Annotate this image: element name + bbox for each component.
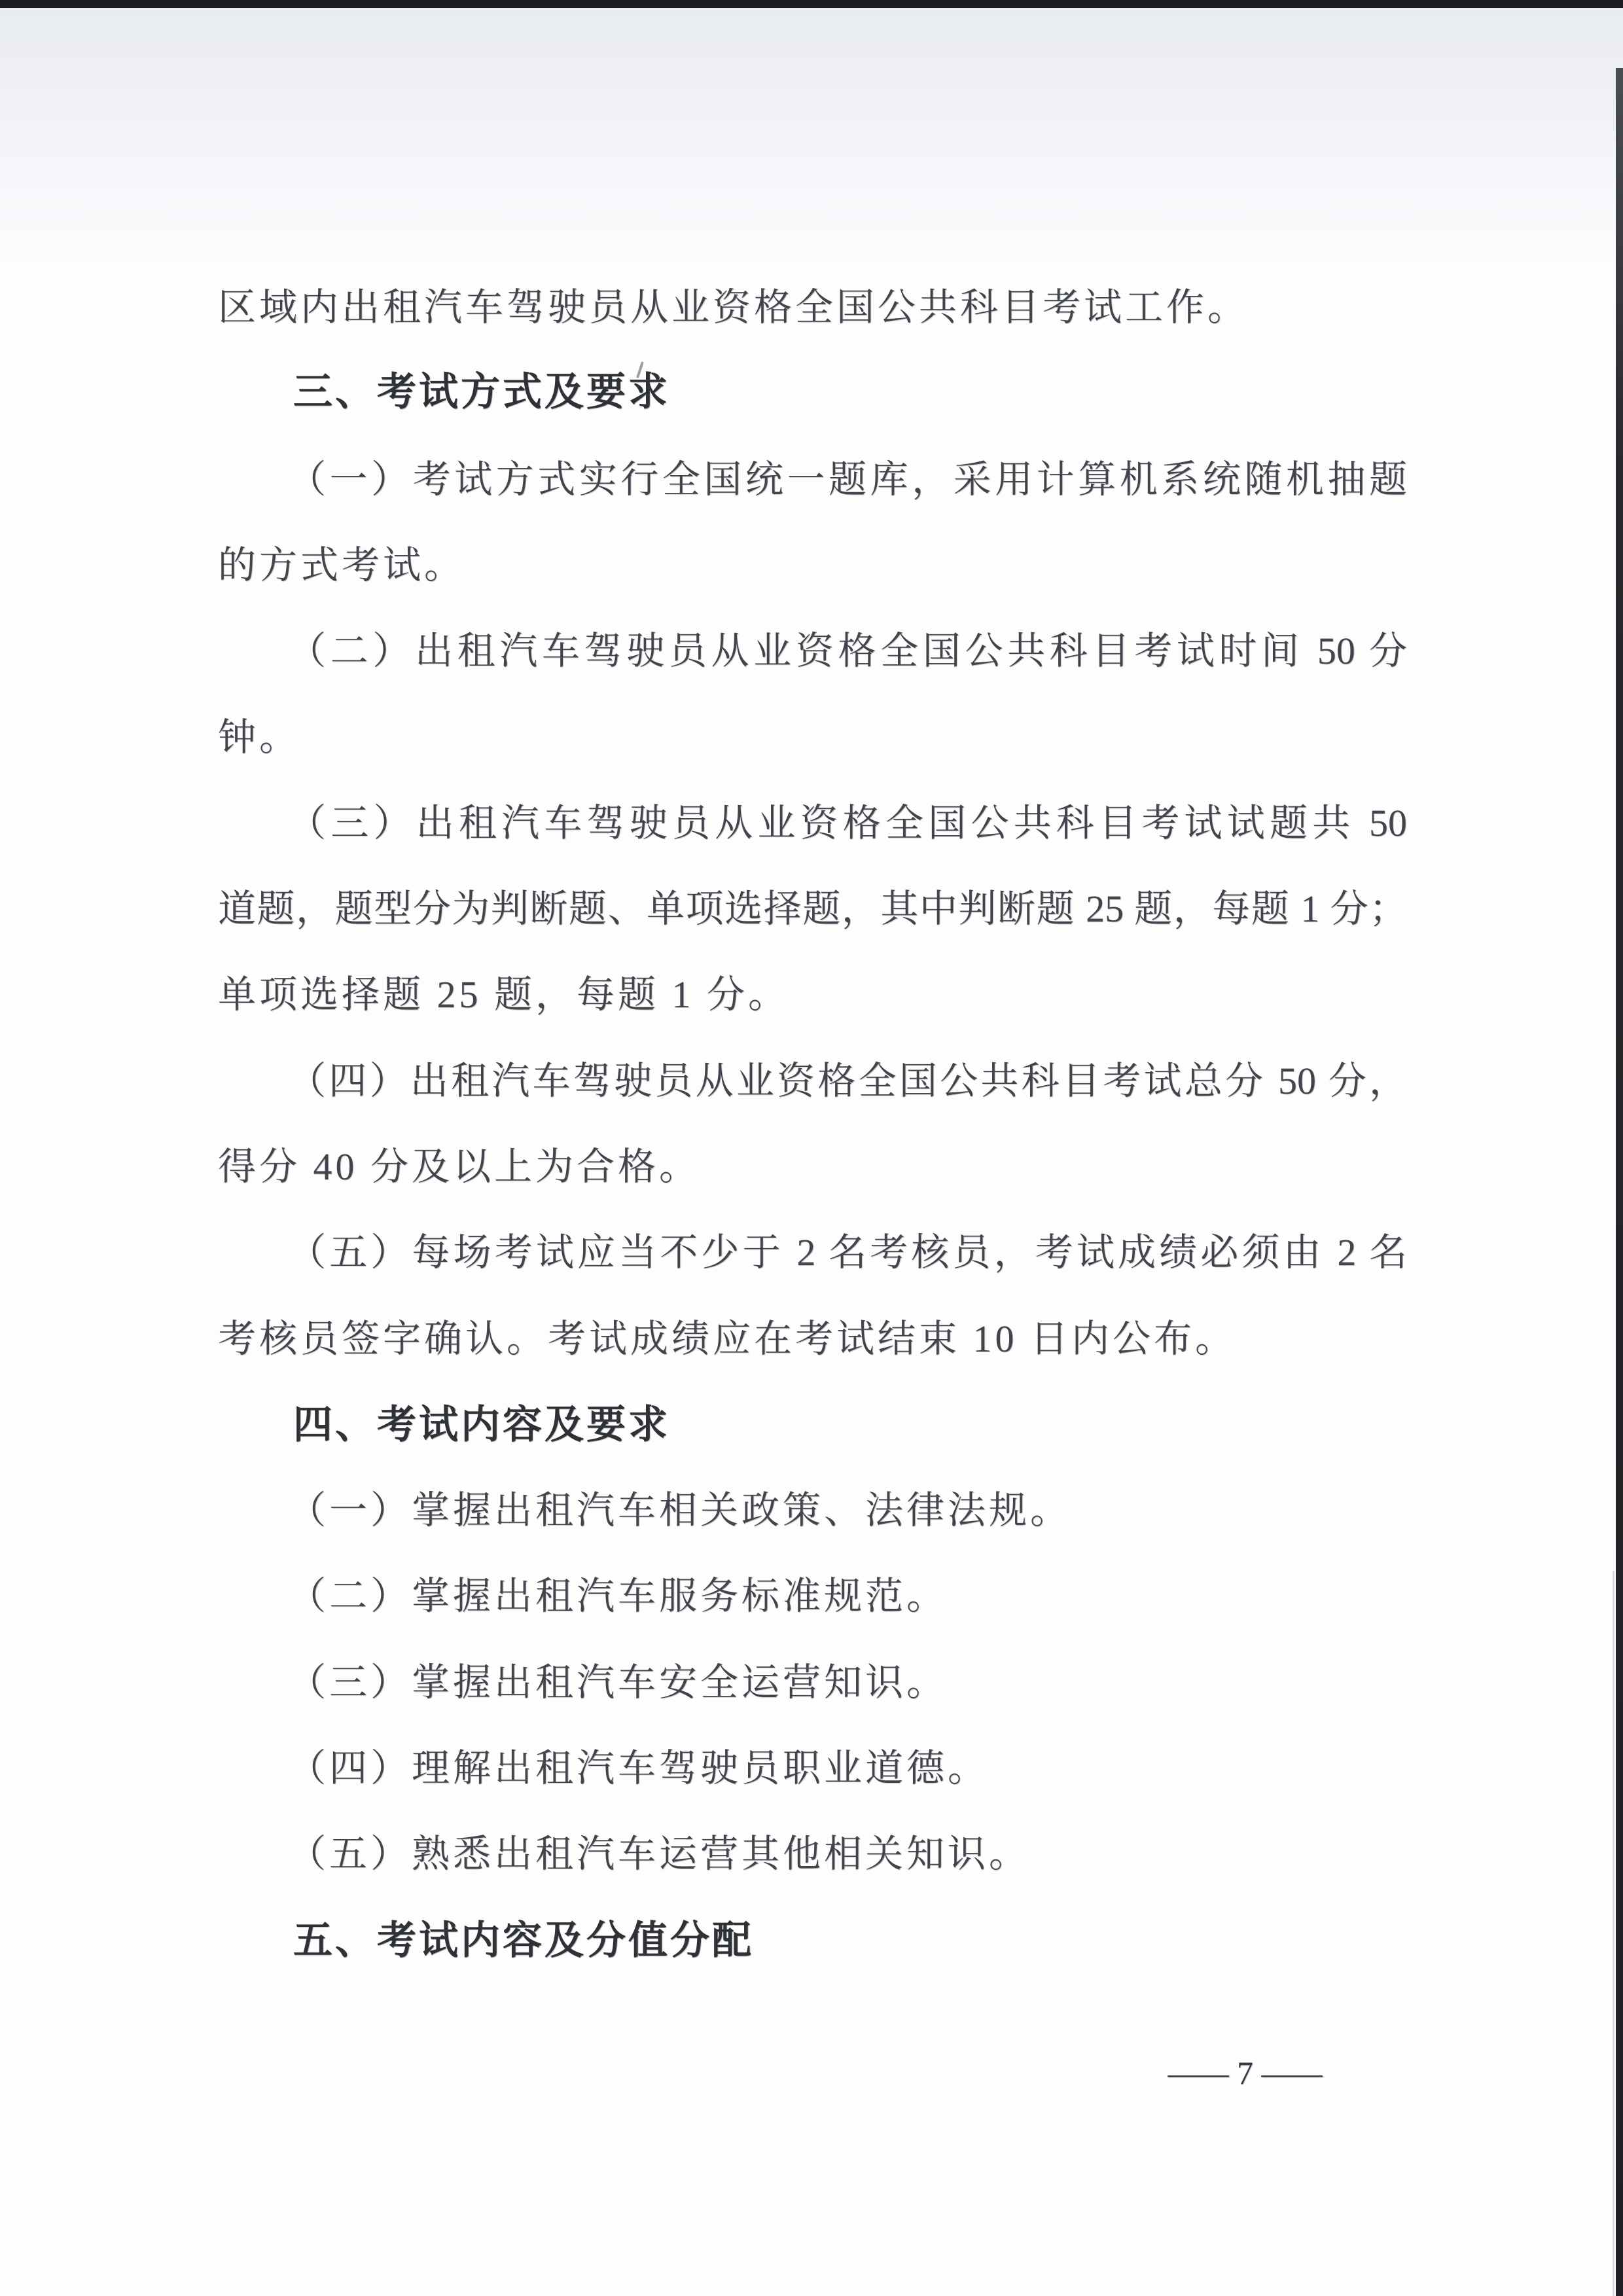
doc-line: 考核员签字确认。考试成绩应在考试结束 10 日内公布。: [218, 1318, 1237, 1360]
page-number-dash: —: [1168, 2054, 1229, 2091]
doc-line: （三）出租汽车驾驶员从业资格全国公共科目考试试题共 50: [288, 802, 1407, 844]
scan-top-edge: [0, 0, 1623, 8]
doc-line: （一）掌握出租汽车相关政策、法律法规。: [288, 1489, 1072, 1532]
doc-line: 的方式考试。: [218, 544, 466, 586]
doc-line: 道题，题型分为判断题、单项选择题，其中判断题 25 题，每题 1 分；: [218, 888, 1407, 930]
doc-line: （四）理解出租汽车驾驶员职业道德。: [288, 1747, 990, 1789]
doc-line: （三）掌握出租汽车安全运营知识。: [288, 1661, 948, 1704]
scan-top-shade: [0, 8, 1623, 270]
doc-line: （二）掌握出租汽车服务标准规范。: [288, 1575, 948, 1617]
doc-line: 得分 40 分及以上为合格。: [218, 1145, 701, 1188]
page-footer: [1168, 2054, 1323, 2092]
page-number: 7: [1237, 2054, 1253, 2091]
doc-line: （一）考试方式实行全国统一题库，采用计算机系统随机抽题: [288, 458, 1407, 501]
doc-line: （四）出租汽车驾驶员从业资格全国公共科目考试总分 50 分，: [288, 1060, 1407, 1102]
section-heading-5: 五、考试内容及分值分配: [293, 1918, 754, 1962]
scan-right-edge: [1616, 68, 1623, 2296]
doc-line: 区域内出租汽车驾驶员从业资格全国公共科目考试工作。: [218, 286, 1249, 329]
doc-line: （五）每场考试应当不少于 2 名考核员，考试成绩必须由 2 名: [288, 1231, 1407, 1274]
doc-line: 钟。: [218, 716, 301, 759]
section-heading-3: 三、考试方式及要求: [293, 370, 670, 414]
doc-line: （五）熟悉出租汽车运营其他相关知识。: [288, 1833, 1031, 1875]
doc-line: 单项选择题 25 题，每题 1 分。: [218, 973, 790, 1016]
section-heading-4: 四、考试内容及要求: [293, 1403, 670, 1446]
doc-line: （二）出租汽车驾驶员从业资格全国公共科目考试时间 50 分: [288, 630, 1407, 672]
scan-right-edge-shadow: [1613, 1571, 1614, 2296]
page-number-dash: —: [1261, 2054, 1323, 2091]
